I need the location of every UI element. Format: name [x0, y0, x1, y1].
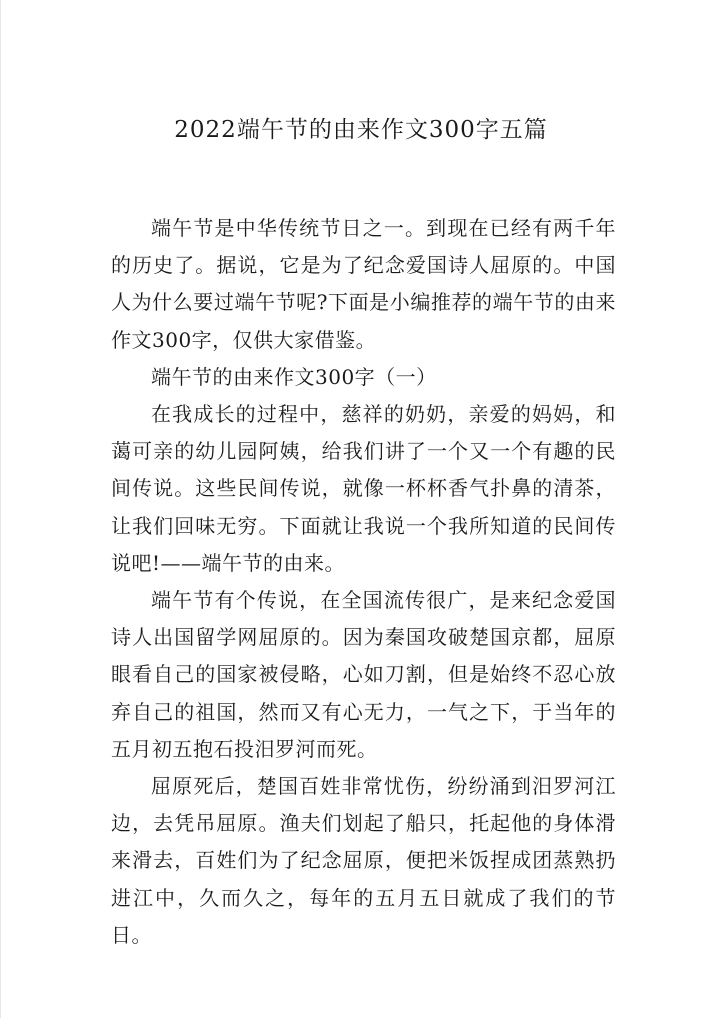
document-body [111, 210, 616, 954]
document-title: 2022端午节的由来作文300字五篇 [174, 117, 548, 143]
paragraph-legend: 端午节有个传说，在全国流传很广，是来纪念爱国诗人出国留学网屈原的。因为秦国攻破楚国京都，屈原眼看自己的国家被侵略，心如刀割，但是始终不忍心放弃自己的祖国，然而又有心无力，一气之下，于当年的五月初五抱石投汨罗河而死。 [111, 588, 616, 761]
paragraph-section-heading: 端午节的由来作文300字（一） [151, 364, 437, 389]
paragraph-folk-tales: 在我成长的过程中，慈祥的奶奶，亲爱的妈妈，和蔼可亲的幼儿园阿姨，给我们讲了一个又一个有趣的民间传说。这些民间传说，就像一杯杯香气扑鼻的清茶，让我们回味无穷。下面就让我说一个我所知道的民间传说吧!——端午节的由来。 [111, 402, 616, 575]
paragraph-intro: 端午节是中华传统节日之一。到现在已经有两千年的历史了。据说，它是为了纪念爱国诗人屈原的。中国人为什么要过端午节呢?下面是小编推荐的端午节的由来作文300字，仅供大家借鉴。 [111, 216, 616, 352]
paragraph-after-death: 屈原死后，楚国百姓非常忧伤，纷纷涌到汨罗河江边，去凭吊屈原。渔夫们划起了船只，托起他的身体滑来滑去，百姓们为了纪念屈原，便把米饭捏成团蒸熟扔进江中，久而久之，每年的五月五日就成了我们的节日。 [111, 774, 616, 947]
